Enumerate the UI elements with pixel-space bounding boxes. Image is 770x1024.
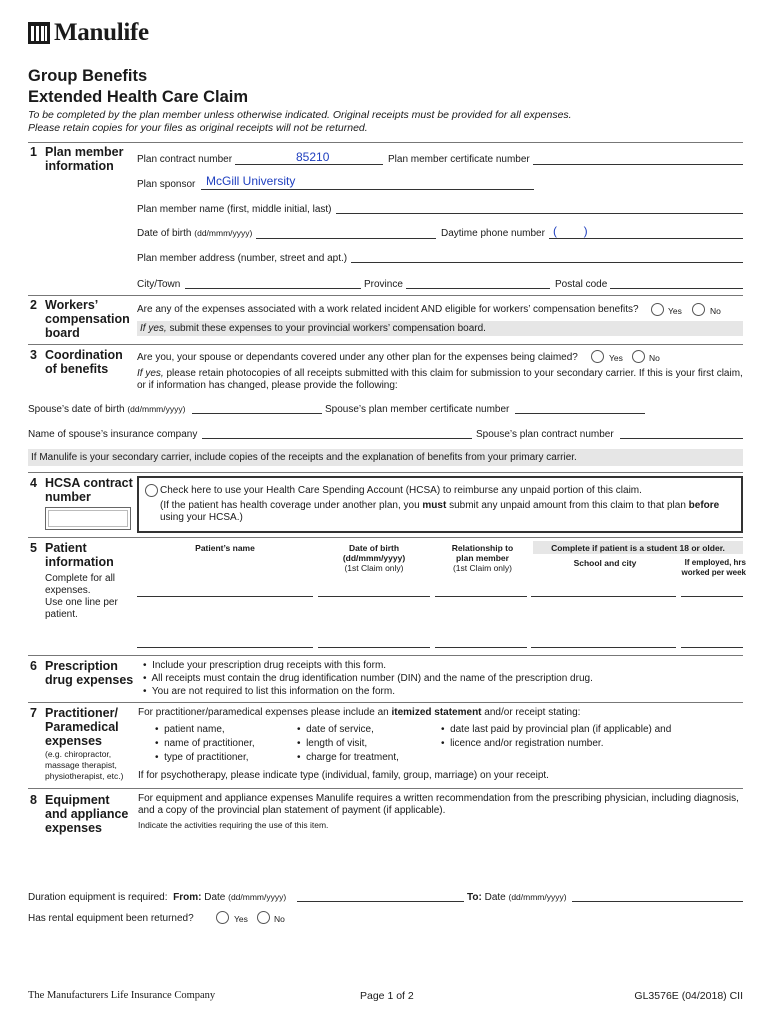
to-date-label: Date: [484, 892, 506, 903]
section1-title-line2: information: [45, 159, 114, 173]
wcb-note-if: If yes,: [140, 323, 167, 334]
hcsa-note-before: before: [688, 500, 720, 511]
address-label: Plan member address (number, street and apt.): [137, 253, 348, 264]
patient-row1-school[interactable]: [531, 596, 676, 597]
spouse-cert-label: Spouse’s plan member certificate number: [325, 404, 510, 415]
phone-label: Daytime phone number: [441, 228, 545, 239]
section4-title-line1: HCSA contract: [45, 476, 133, 490]
spouse-contract-field[interactable]: [620, 438, 743, 439]
instructions-line2: Please retain copies for your files as original receipts will not be returned.: [28, 122, 368, 134]
section8-title: [45, 793, 128, 835]
prac-col1-item2-text: name of practitioner,: [164, 738, 255, 749]
patient-row2-school[interactable]: [531, 647, 676, 648]
patient-row1-hours[interactable]: [681, 596, 743, 597]
wcb-note-rest: submit these expenses to your provincial workers’ compensation board.: [166, 323, 486, 334]
cob-no-radio[interactable]: [632, 350, 645, 363]
section2-divider: [28, 295, 743, 296]
spouse-company-field[interactable]: [202, 438, 472, 439]
rx-bullet-3: • You are not required to list this information on the form.: [143, 686, 395, 697]
section5-divider: [28, 537, 743, 538]
equipment-text-line1: For equipment and appliance expenses Manulife requires a written recommendation from the prescribing physician, including diagnosis,: [138, 793, 739, 804]
plan-sponsor-field[interactable]: [201, 189, 534, 190]
dob-label-text: Date of birth: [137, 228, 192, 239]
section2-title-line2: compensation: [45, 312, 130, 326]
phone-value: ( ): [553, 224, 588, 238]
certificate-number-label: Plan member certificate number: [388, 154, 530, 165]
prac-col3-item2-text: licence and/or registration number.: [450, 738, 604, 749]
section6-title: [45, 659, 133, 687]
form-title-line2: Extended Health Care Claim: [28, 88, 249, 106]
activities-field[interactable]: [138, 832, 743, 880]
from-date-field[interactable]: [297, 901, 464, 902]
prac-col1-item2: • name of practitioner,: [155, 738, 255, 749]
rental-label: Has rental equipment been returned?: [28, 913, 194, 924]
section2-number: 2: [30, 298, 37, 312]
secondary-carrier-note: If Manulife is your secondary carrier, include copies of the receipts and the explanation of benefits from your primary carrier.: [31, 452, 577, 463]
instructions-line1: To be completed by the plan member unless otherwise indicated. Original receipts must be provided for all expenses.: [28, 109, 572, 121]
rental-no-radio[interactable]: [257, 911, 270, 924]
section1-divider: [28, 142, 743, 143]
patient-row2-relationship[interactable]: [435, 647, 527, 648]
section3-divider: [28, 344, 743, 345]
dob-label: [137, 228, 252, 239]
section3-title: [45, 348, 123, 376]
to-date-field[interactable]: [572, 901, 743, 902]
examples-line2: massage therapist,: [45, 760, 117, 770]
section4-number: 4: [30, 476, 37, 490]
rental-yes-radio[interactable]: [216, 911, 229, 924]
wcb-note: [140, 323, 486, 334]
cob-yes-radio[interactable]: [591, 350, 604, 363]
section5-title-line1: Patient: [45, 541, 87, 555]
section4-title-line2: number: [45, 490, 91, 504]
from-date-format: (dd/mmm/yyyy): [228, 892, 287, 902]
footer-page: Page 1 of 2: [360, 990, 414, 1002]
side-note-line4: patient.: [45, 609, 78, 620]
practitioner-intro: [138, 707, 580, 718]
prac-col2-item2: • length of visit,: [297, 738, 368, 749]
side-note-line2: expenses.: [45, 585, 91, 596]
prac-col3-item1-text: date last paid by provincial plan (if applicable) and: [450, 724, 672, 735]
prac-col1-item3: • type of practitioner,: [155, 752, 249, 763]
city-label: City/Town: [137, 279, 181, 290]
section2-title-line3: board: [45, 326, 80, 340]
dob-field[interactable]: [256, 238, 436, 239]
section7-title: [45, 706, 119, 748]
patient-row1-relationship[interactable]: [435, 596, 527, 597]
spouse-dob-label-text: Spouse’s date of birth: [28, 404, 125, 415]
dob-format: (dd/mmm/yyyy): [194, 228, 253, 238]
section1-number: 1: [30, 145, 37, 159]
spouse-dob-format: (dd/mmm/yyyy): [127, 404, 186, 414]
section1-title-line1: Plan member: [45, 145, 124, 159]
patient-side-note: [45, 573, 118, 621]
psychotherapy-note: If for psychotherapy, please indicate type (individual, family, group, marriage) on your receipt.: [138, 770, 549, 781]
form-title: [28, 66, 248, 108]
patient-row2-name[interactable]: [137, 647, 313, 648]
section5-title: [45, 541, 114, 569]
section3-title-line1: Coordination: [45, 348, 123, 362]
cob-note: [137, 368, 743, 392]
wcb-yes-radio[interactable]: [651, 303, 664, 316]
member-name-field[interactable]: [336, 213, 743, 214]
to-label-text: To:: [467, 892, 482, 903]
rx-bullet-3-text: You are not required to list this information on the form.: [151, 686, 395, 697]
postal-field[interactable]: [610, 288, 743, 289]
province-label: Province: [364, 279, 403, 290]
wcb-no-radio[interactable]: [692, 303, 705, 316]
col-patient-name: Patient’s name: [195, 543, 255, 553]
rental-yes-label: Yes: [234, 914, 248, 924]
spouse-dob-label: [28, 404, 185, 415]
wcb-no-label: No: [710, 306, 721, 316]
cob-note-rest2: or if information has changed, please provide the following:: [137, 380, 398, 391]
rx-bullet-1-text: Include your prescription drug receipts with this form.: [152, 660, 387, 671]
member-name-label: Plan member name (first, middle initial, last): [137, 204, 332, 215]
hcsa-note-c: using your HCSA.): [160, 512, 243, 523]
plan-contract-number-value: 85210: [296, 150, 330, 164]
col-relationship: [435, 543, 530, 573]
logo-text: Manulife: [54, 19, 149, 46]
cob-note-if: If yes,: [137, 368, 164, 379]
section4-divider: [28, 472, 743, 473]
prac-col1-item1-text: patient name,: [164, 724, 225, 735]
duration-label-text: Duration equipment is required:: [28, 892, 168, 903]
section7-title-line3: expenses: [45, 734, 102, 748]
cob-no-label: No: [649, 353, 660, 363]
prac-col1-item1: • patient name,: [155, 724, 225, 735]
examples-line1: (e.g. chiropractor,: [45, 749, 112, 759]
col-rel-line2: plan member: [456, 553, 509, 563]
equipment-text-line2: and a copy of the provincial plan statement of payment (if applicable).: [138, 805, 446, 816]
rx-bullet-2: • All receipts must contain the drug identification number (DIN) and the name of the prescription drug.: [143, 673, 593, 684]
to-date-format: (dd/mmm/yyyy): [508, 892, 567, 902]
col-employed: [676, 558, 746, 578]
rx-bullet-2-text: All receipts must contain the drug identification number (DIN) and the name of the prescription drug.: [151, 673, 593, 684]
col-employed-line1: If employed, hrs: [684, 558, 746, 567]
prac-col3-item2: • licence and/or registration number.: [441, 738, 604, 749]
side-note-line3: Use one line per: [45, 597, 118, 608]
form-instructions: [28, 109, 572, 135]
section5-number: 5: [30, 541, 37, 555]
section8-title-line3: expenses: [45, 821, 102, 835]
section7-number: 7: [30, 706, 37, 720]
plan-sponsor-label: Plan sponsor: [137, 179, 196, 190]
section7-title-line2: Paramedical: [45, 720, 119, 734]
duration-label: [28, 892, 286, 903]
to-label: [467, 892, 567, 903]
hcsa-note-a: (If the patient has health coverage under another plan, you: [160, 500, 423, 511]
prac-col2-item1: • date of service,: [297, 724, 374, 735]
certificate-number-field[interactable]: [533, 164, 743, 165]
hcsa-contract-number-box[interactable]: [45, 507, 131, 530]
side-note-line1: Complete for all: [45, 573, 116, 584]
address-field[interactable]: [351, 262, 743, 263]
hcsa-note: [160, 500, 719, 524]
plan-contract-number-label: Plan contract number: [137, 154, 233, 165]
col-dob-line3: (1st Claim only): [344, 563, 404, 573]
wcb-question: Are any of the expenses associated with a work related incident AND eligible for workers’ compensation benefits?: [137, 304, 639, 315]
prac-col2-item2-text: length of visit,: [306, 738, 368, 749]
section3-title-line2: of benefits: [45, 362, 109, 376]
section2-title-line1: Workers’: [45, 298, 99, 312]
section6-title-line2: drug expenses: [45, 673, 134, 687]
section8-divider: [28, 788, 743, 789]
section8-title-line1: Equipment: [45, 793, 110, 807]
col-school: School and city: [573, 558, 637, 568]
col-dob-line1: Date of birth: [348, 543, 400, 553]
wcb-yes-label: Yes: [668, 306, 682, 316]
phone-field[interactable]: [549, 238, 743, 239]
col-employed-line2: worked per week: [681, 568, 746, 577]
section5-title-line2: information: [45, 555, 114, 569]
section3-number: 3: [30, 348, 37, 362]
spouse-contract-label: Spouse’s plan contract number: [476, 429, 614, 440]
prac-col1-item3-text: type of practitioner,: [164, 752, 249, 763]
plan-sponsor-value: McGill University: [206, 174, 296, 188]
footer-form-code: GL3576E (04/2018) CII: [634, 990, 743, 1002]
section6-title-line1: Prescription: [45, 659, 118, 673]
hcsa-checkbox[interactable]: [145, 484, 158, 497]
section8-number: 8: [30, 793, 37, 807]
section4-title: [45, 476, 133, 504]
plan-contract-number-field[interactable]: [235, 164, 383, 165]
section7-divider: [28, 702, 743, 703]
col-rel-line3: (1st Claim only): [452, 563, 513, 573]
section6-divider: [28, 655, 743, 656]
section2-title: [45, 298, 130, 340]
col-rel-line1: Relationship to: [451, 543, 514, 553]
intro-a: For practitioner/paramedical expenses please include an: [138, 707, 392, 718]
prac-col2-item3: • charge for treatment,: [297, 752, 399, 763]
section7-title-line1: Practitioner/: [45, 706, 118, 720]
intro-c: and/or receipt stating:: [481, 707, 581, 718]
hcsa-note-must: must: [422, 500, 447, 511]
spouse-dob-field[interactable]: [192, 413, 322, 414]
footer-company: The Manufacturers Life Insurance Company: [28, 990, 216, 1001]
rx-bullet-1: • Include your prescription drug receipts with this form.: [143, 660, 387, 671]
spouse-company-label: Name of spouse’s insurance company: [28, 429, 198, 440]
patient-row1-name[interactable]: [137, 596, 313, 597]
prac-col2-item3-text: charge for treatment,: [306, 752, 399, 763]
practitioner-examples: [45, 749, 123, 782]
rental-no-label: No: [274, 914, 285, 924]
prac-col3-item1: • date last paid by provincial plan (if applicable) and: [441, 724, 672, 735]
manulife-logo-icon: [28, 22, 50, 44]
section8-title-line2: and appliance: [45, 807, 129, 821]
cob-question: Are you, your spouse or dependants covered under any other plan for the expenses being claimed?: [137, 352, 578, 363]
prac-col2-item1-text: date of service,: [306, 724, 374, 735]
province-field[interactable]: [406, 288, 550, 289]
col-dob-line2: (dd/mmm/yyyy): [342, 553, 406, 563]
examples-line3: physiotherapist, etc.): [45, 771, 124, 781]
from-date-label: Date: [204, 892, 226, 903]
cob-note-rest1: please retain photocopies of all receipts submitted with this claim for submission to your secondary carrier. If this is your first claim,: [163, 368, 743, 379]
form-title-line1: Group Benefits: [28, 67, 148, 85]
cob-yes-label: Yes: [609, 353, 623, 363]
section1-title: [45, 145, 124, 173]
city-field[interactable]: [185, 288, 361, 289]
col-dob: [318, 543, 430, 573]
hcsa-note-b: submit any unpaid amount from this claim to that plan: [446, 500, 689, 511]
equipment-text: [138, 793, 739, 817]
postal-label: Postal code: [555, 279, 608, 290]
patient-row1-dob[interactable]: [318, 596, 430, 597]
patient-row2-hours[interactable]: [681, 647, 743, 648]
activities-note: Indicate the activities requiring the use of this item.: [138, 820, 329, 830]
section6-number: 6: [30, 659, 37, 673]
intro-b: itemized statement: [391, 707, 482, 718]
student-header: Complete if patient is a student 18 or older.: [551, 543, 725, 553]
hcsa-check-text: Check here to use your Health Care Spending Account (HCSA) to reimburse any unpaid portion of this claim.: [160, 485, 642, 496]
spouse-cert-field[interactable]: [515, 413, 645, 414]
from-label: From:: [173, 892, 202, 903]
patient-row2-dob[interactable]: [318, 647, 430, 648]
